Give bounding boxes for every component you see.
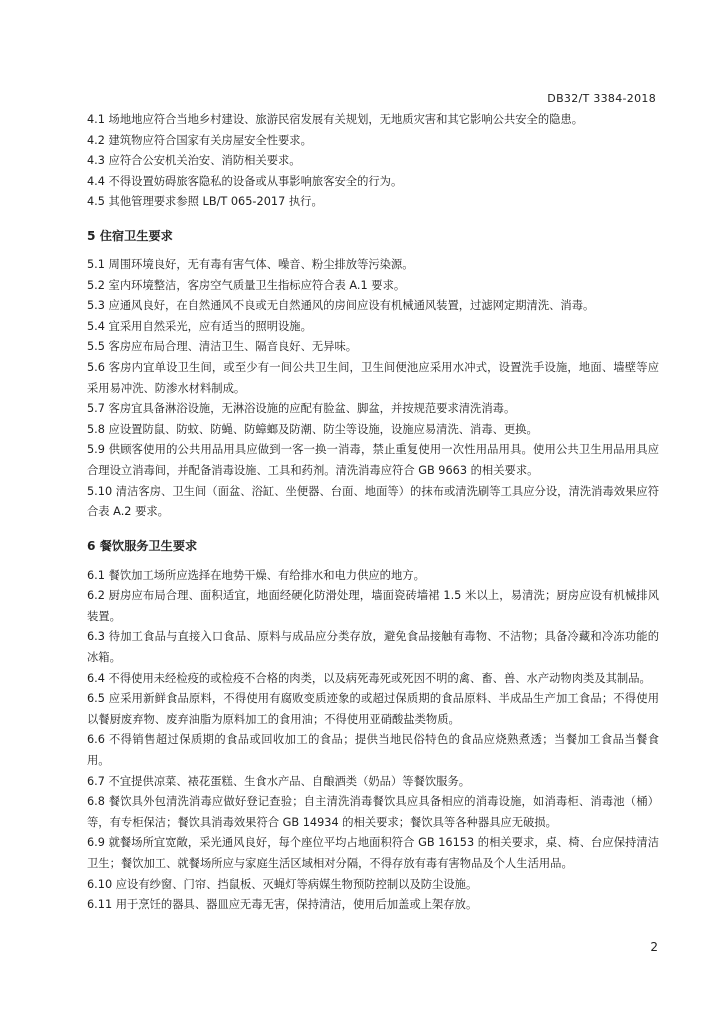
clause-6-2: 6.2 厨房应布局合理、面积适宜，地面经硬化防滑处理，墙面瓷砖墙裙 1.5 米以上，易清洗；厨房应设有机械排风装置。 bbox=[87, 589, 659, 623]
clause-4-4: 4.4 不得设置妨碍旅客隐私的设备或从事影响旅客安全的行为。 bbox=[87, 174, 403, 188]
clause-6-1: 6.1 餐饮加工场所应选择在地势干燥、有给排水和电力供应的地方。 bbox=[87, 568, 425, 582]
clause-5-6: 5.6 客房内宜单设卫生间，或至少有一间公共卫生间，卫生间便池应采用水冲式，设置洗手设施，地面、墙壁等应采用易冲洗、防渗水材料制成。 bbox=[87, 360, 659, 395]
clause-5-7: 5.7 客房宜具备淋浴设施，无淋浴设施的应配有脸盆、脚盆，并按规范要求清洗消毒。 bbox=[87, 402, 516, 416]
clause-6-7: 6.7 不宜提供凉菜、裱花蛋糕、生食水产品、自酿酒类（奶品）等餐饮服务。 bbox=[87, 774, 471, 788]
section-6-title: 6 餐饮服务卫生要求 bbox=[87, 538, 198, 553]
clause-6-9: 6.9 就餐场所宜宽敞，采光通风良好，每个座位平均占地面积符合 GB 16153 的相关要求，桌、椅、台应保持清洁卫生；餐饮加工、就餐场所应与家庭生活区域相对分隔，不得存放有毒有害物品及个人生活用品。 bbox=[87, 836, 659, 870]
document-body bbox=[87, 110, 659, 916]
page-number: 2 bbox=[650, 940, 658, 954]
clause-5-10: 5.10 清洁客房、卫生间（面盆、浴缸、坐便器、台面、地面等）的抹布或清洗刷等工具应分设，清洗消毒效果应符合表 A.2 要求。 bbox=[87, 484, 659, 519]
clause-6-4: 6.4 不得使用未经检疫的或检疫不合格的肉类，以及病死毒死或死因不明的禽、畜、兽、水产动物肉类及其制品。 bbox=[87, 671, 651, 685]
clause-6-6: 6.6 不得销售超过保质期的食品或回收加工的食品；提供当地民俗特色的食品应烧熟煮透；当餐加工食品当餐食用。 bbox=[87, 733, 659, 768]
clause-4-2: 4.2 建筑物应符合国家有关房屋安全性要求。 bbox=[87, 133, 312, 147]
clause-4-5: 4.5 其他管理要求参照 LB/T 065-2017 执行。 bbox=[87, 195, 323, 209]
clause-6-10: 6.10 应设有纱窗、门帘、挡鼠板、灭蝇灯等病媒生物预防控制以及防尘设施。 bbox=[87, 877, 478, 891]
clause-5-9: 5.9 供顾客使用的公共用品用具应做到一客一换一消毒，禁止重复使用一次性用品用具。使用公共卫生用品用具应合理设立消毒间，并配备消毒设施、工具和药剂。清洗消毒应符合 GB 9663 的相关要求。 bbox=[87, 443, 659, 477]
clause-6-11: 6.11 用于烹饪的器具、器皿应无毒无害，保持清洁，使用后加盖或上架存放。 bbox=[87, 898, 478, 912]
clause-5-5: 5.5 客房应布局合理、清洁卫生、隔音良好、无异味。 bbox=[87, 340, 358, 354]
clause-5-3: 5.3 应通风良好，在自然通风不良或无自然通风的房间应设有机械通风装置，过滤网定期清洗、消毒。 bbox=[87, 299, 595, 313]
standard-code: DB32/T 3384-2018 bbox=[547, 92, 656, 105]
clause-6-5: 6.5 应采用新鲜食品原料，不得使用有腐败变质迹象的或超过保质期的食品原料、半成品生产加工食品；不得使用以餐厨废弃物、废弃油脂为原料加工的食用油；不得使用亚硝酸盐类物质。 bbox=[87, 692, 659, 726]
clause-4-1: 4.1 场地地应符合当地乡村建设、旅游民宿发展有关规划，无地质灾害和其它影响公共安全的隐患。 bbox=[87, 113, 584, 126]
clause-5-1: 5.1 周围环境良好，无有毒有害气体、噪音、粉尘排放等污染源。 bbox=[87, 257, 414, 271]
clause-5-4: 5.4 宜采用自然采光，应有适当的照明设施。 bbox=[87, 319, 312, 333]
clause-4-3: 4.3 应符合公安机关治安、消防相关要求。 bbox=[87, 154, 301, 168]
clause-5-8: 5.8 应设置防鼠、防蚊、防蝇、防蟑螂及防潮、防尘等设施，设施应易清洗、消毒、更换。 bbox=[87, 422, 538, 436]
clause-6-3: 6.3 待加工食品与直接入口食品、原料与成品应分类存放，避免食品接触有毒物、不洁物；具备冷藏和冷冻功能的冰箱。 bbox=[87, 630, 659, 665]
clause-5-2: 5.2 室内环境整洁，客房空气质量卫生指标应符合表 A.1 要求。 bbox=[87, 278, 406, 292]
section-5-title: 5 住宿卫生要求 bbox=[87, 228, 173, 243]
clause-6-8: 6.8 餐饮具外包清洗消毒应做好登记查验；自主清洗消毒餐饮具应具备相应的消毒设施，如消毒柜、消毒池（桶）等，有专柜保洁；餐饮具消毒效果符合 GB 14934 的相关要求；餐饮具等各种器具应无破损。 bbox=[87, 795, 659, 829]
